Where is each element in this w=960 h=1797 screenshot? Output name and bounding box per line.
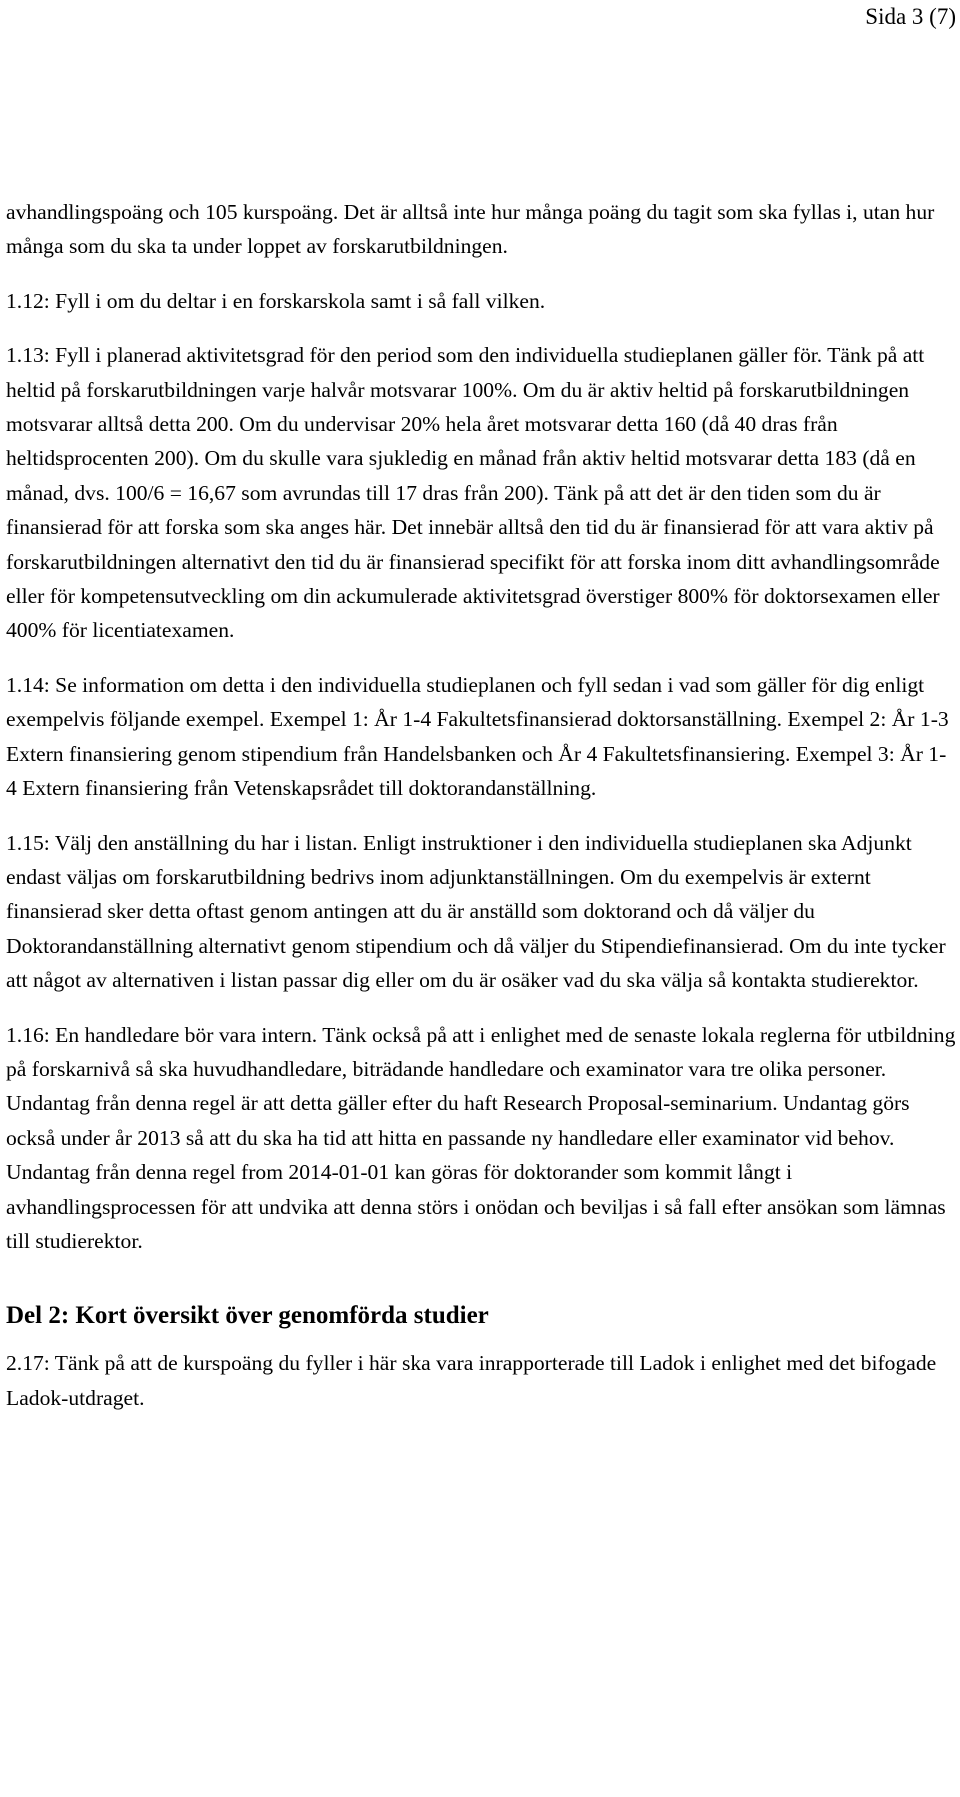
paragraph-1-14: 1.14: Se information om detta i den individuella studieplanen och fyll sedan i vad som gäller för dig enligt exempelvis följande exempel. Exempel 1: År 1-4 Fakultetsfinansierad doktorsanställning. Exempel 2: År 1-3 Extern finansiering genom stipendium från Handelsbanken och År 4 Fakultetsfinansiering. Exempel 3: År 1-4 Extern finansiering från Vetenskapsrådet till doktorandanställning. [6, 672, 949, 801]
paragraph-1-16: 1.16: En handledare bör vara intern. Tänk också på att i enlighet med de senaste lokala reglerna för utbildning på forskarnivå så ska huvudhandledare, biträdande handledare och examinator vara tre olika personer. Undantag från denna regel är att detta gäller efter du haft Research Proposal-seminarium. Undantag görs också under år 2013 så att du ska ha tid att hitta en passande ny handledare eller examinator vid behov. Undantag från denna regel from 2014-01-01 kan göras för doktorander som kommit långt i avhandlingsprocessen för att undvika att denna störs i onödan och beviljas i så fall efter ansökan som lämnas till studierektor. [6, 1022, 956, 1253]
paragraph-1-12: 1.12: Fyll i om du deltar i en forskarskola samt i så fall vilken. [6, 288, 546, 313]
page-number: Sida 3 (7) [865, 4, 956, 29]
paragraph-2-17: 2.17: Tänk på att de kurspoäng du fyller i här ska vara inrapporterade till Ladok i enlighet med det bifogade Ladok-utdraget. [6, 1351, 937, 1410]
section-heading-part-2: Del 2: Kort översikt över genomförda studier [6, 1302, 489, 1330]
document-body [6, 195, 956, 1435]
paragraph-study-points: avhandlingspoäng och 105 kurspoäng. Det är alltså inte hur många poäng du tagit som ska fyllas i, utan hur många som du ska ta under loppet av forskarutbildningen. [6, 200, 935, 259]
paragraph-1-15: 1.15: Välj den anställning du har i listan. Enligt instruktioner i den individuella studieplanen ska Adjunkt endast väljas om forskarutbildning bedrivs inom adjunktanställningen. Om du exempelvis är externt finansierad sker detta oftast genom antingen att du är anställd som doktorand och då väljer du Doktorandanställning alternativt genom stipendium och då väljer du Stipendiefinansierad. Om du inte tycker att något av alternativen i listan passar dig eller om du är osäker vad du ska välja så kontakta studierektor. [6, 830, 946, 993]
paragraph-1-13: 1.13: Fyll i planerad aktivitetsgrad för den period som den individuella studieplanen gäller för. Tänk på att heltid på forskarutbildningen varje halvår motsvarar 100%. Om du är aktiv heltid på forskarutbildningen motsvarar alltså detta 200. Om du undervisar 20% hela året motsvarar detta 160 (då 40 dras från heltidsprocenten 200). Om du skulle vara sjukledig en månad från aktiv heltid motsvarar detta 183 (då en månad, dvs. 100/6 = 16,67 som avrundas till 17 dras från 200). Tänk på att det är den tiden som du är finansierad för att forska som ska anges här. Det innebär alltså den tid du är finansierad för att vara aktiv på forskarutbildningen alternativt den tid du är finansierad specifikt för att forska inom ditt avhandlingsområde eller för kompetensutveckling om din ackumulerade aktivitetsgrad överstiger 800% för doktorsexamen eller 400% för licentiatexamen. [6, 343, 940, 643]
